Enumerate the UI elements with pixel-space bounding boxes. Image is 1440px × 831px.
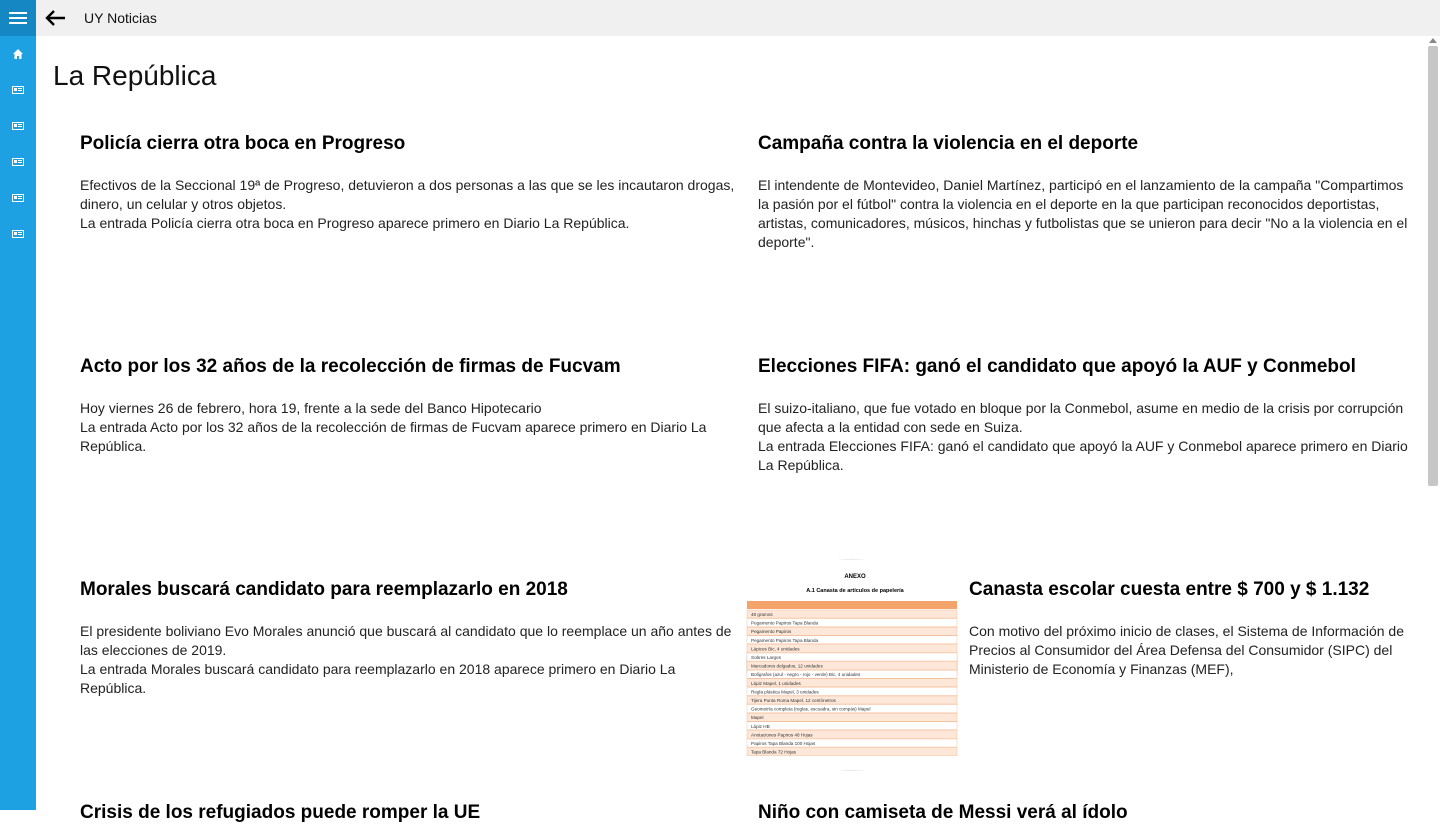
article-headline[interactable]: Niño con camiseta de Messi verá al ídolo [758, 802, 1128, 823]
article-summary-text: El intendente de Montevideo, Daniel Martínez, participó en el lanzamiento de la campaña "Compartimos la pasión por el fútbol" contra la violencia en el deporte en la que participan reconocidos deportistas, artistas, comunicadores, músicos, hinchas y futbolistas que se unieron para decir "No a la violencia en el deporte". [758, 177, 1408, 250]
article-summary-text: La entrada Elecciones FIFA: ganó el candidato que apoyó la AUF y Conmebol aparece primero en Diario La República. [758, 438, 1408, 473]
newspaper-icon [12, 230, 24, 238]
thumb-row-label: Lápiz HB [751, 723, 770, 729]
article-summary-text: La entrada Morales buscará candidato para reemplazarlo en 2018 aparece primero en Diario La República. [80, 661, 676, 696]
article-card[interactable] [758, 801, 1411, 831]
sidebar-item-source-3[interactable] [0, 144, 36, 180]
thumb-row-label: Pegamento Papiros [751, 629, 792, 635]
article-card[interactable] [758, 132, 1411, 250]
article-summary [80, 176, 736, 233]
article-headline[interactable]: Crisis de los refugiados puede romper la UE [80, 802, 481, 823]
menu-button[interactable] [0, 0, 36, 36]
thumb-row-label: Marcadores delgados, 12 unidades [751, 663, 823, 669]
newspaper-icon [12, 194, 24, 202]
thumb-row-label: Mapel [751, 715, 764, 721]
article-summary-text: El presidente boliviano Evo Morales anunció que buscará al candidato que lo reemplace un año antes de las elecciones de 2019. [80, 623, 732, 658]
page-title: La República [53, 60, 217, 91]
thumb-row-label: Pegamento Papiros Tapa Blanda [751, 637, 819, 643]
app-title: UY Noticias [84, 10, 157, 26]
article-card[interactable] [80, 132, 736, 242]
sidebar [0, 0, 36, 810]
thumb-row-label: Lápiz Mapel, 1 unidades [751, 680, 801, 686]
thumb-row [747, 610, 957, 618]
back-arrow-icon [46, 10, 66, 26]
scroll-up-arrow-icon[interactable] [1429, 38, 1437, 43]
thumb-rows [747, 610, 957, 756]
newspaper-icon [12, 86, 24, 94]
article-summary-text: Hoy viernes 26 de febrero, hora 19, frente a la sede del Banco Hipotecario [80, 400, 542, 416]
article-summary-text: Con motivo del próximo inicio de clases, el Sistema de Información de Precios al Consumidor del Área Defensa del Consumidor (SIPC) del Ministerio de Economía y Finanzas (MEF), [969, 623, 1404, 677]
article-summary [969, 622, 1409, 679]
title-bar [36, 0, 1440, 36]
article-summary [80, 622, 736, 698]
article-thumbnail[interactable] [746, 559, 958, 771]
article-summary [758, 176, 1411, 252]
article-headline[interactable]: Elecciones FIFA: ganó el candidato que apoyó la AUF y Conmebol [758, 356, 1356, 377]
price-table-image [747, 560, 957, 770]
sidebar-item-home[interactable] [0, 36, 36, 72]
article-card[interactable] [80, 801, 736, 831]
thumb-row-label: Regla plástica Mapel, 3 unidades [751, 689, 819, 695]
article-card[interactable] [80, 355, 736, 465]
article-card[interactable] [969, 578, 1409, 680]
thumb-row-label: 48 gramos [751, 612, 773, 617]
home-icon [12, 48, 24, 60]
article-summary-text: La entrada Policía cierra otra boca en Progreso aparece primero en Diario La República. [80, 215, 630, 231]
sidebar-item-source-5[interactable] [0, 216, 36, 252]
sidebar-item-source-1[interactable] [0, 72, 36, 108]
thumb-row-label: Papiros Tapa Blanda 100 Hojas [751, 741, 816, 746]
thumb-row-label: Geometría completa (reglas, escuadra, sin compás) Mapel [751, 706, 871, 712]
hamburger-icon [9, 12, 27, 25]
article-headline[interactable]: Canasta escolar cuesta entre $ 700 y $ 1.132 [969, 579, 1370, 600]
article-summary [80, 399, 736, 456]
thumb-row [747, 713, 957, 721]
back-button[interactable] [42, 4, 70, 32]
news-feed [36, 36, 1426, 823]
thumb-row-label: Anotaciones Papiros 48 Hojas [751, 732, 813, 738]
sidebar-item-source-4[interactable] [0, 180, 36, 216]
thumb-row-label: Pegamento Papiros Tapa Blanda [751, 620, 819, 626]
article-summary-text: El suizo-italiano, que fue votado en bloque por la Conmebol, asume en medio de la crisis por corrupción que afecta a la entidad con sede en Suiza. [758, 400, 1404, 435]
thumb-heading: ANEXO [844, 574, 866, 580]
article-headline[interactable]: Campaña contra la violencia en el deporte [758, 133, 1139, 154]
article-headline[interactable]: Policía cierra otra boca en Progreso [80, 133, 406, 154]
article-headline[interactable]: Morales buscará candidato para reemplazarlo en 2018 [80, 579, 568, 600]
thumb-row-label: Tapa Blanda 72 Hojas [751, 749, 796, 755]
article-card[interactable] [758, 355, 1411, 473]
thumb-row [747, 722, 957, 730]
thumb-row-label: Lápices Bic, 4 unidades [751, 646, 800, 652]
article-summary-text: Efectivos de la Seccional 19ª de Progreso, detuvieron a dos personas a las que se les incautaron drogas, dinero, un celular y otros objetos. [80, 177, 735, 212]
article-headline[interactable]: Acto por los 32 años de la recolección de firmas de Fucvam [80, 356, 621, 377]
sidebar-item-source-2[interactable] [0, 108, 36, 144]
scrollbar-thumb[interactable] [1428, 46, 1438, 486]
thumb-subheading: A.1 Canasta de artículos de papelería [806, 588, 904, 594]
thumb-row-label: Sobres Largos [751, 655, 781, 660]
article-card[interactable] [80, 578, 736, 696]
article-summary-text: La entrada Acto por los 32 años de la recolección de firmas de Fucvam aparece primero en Diario La República. [80, 419, 707, 454]
newspaper-icon [12, 158, 24, 166]
thumb-row-label: Bolígrafos (azul - negro - rojo - verde) Bic, 4 unidades [751, 672, 861, 678]
article-summary [758, 399, 1411, 475]
thumb-row-label: Tijera Punta Roma Mapel, 12 centímetros [751, 698, 836, 703]
newspaper-icon [12, 122, 24, 130]
